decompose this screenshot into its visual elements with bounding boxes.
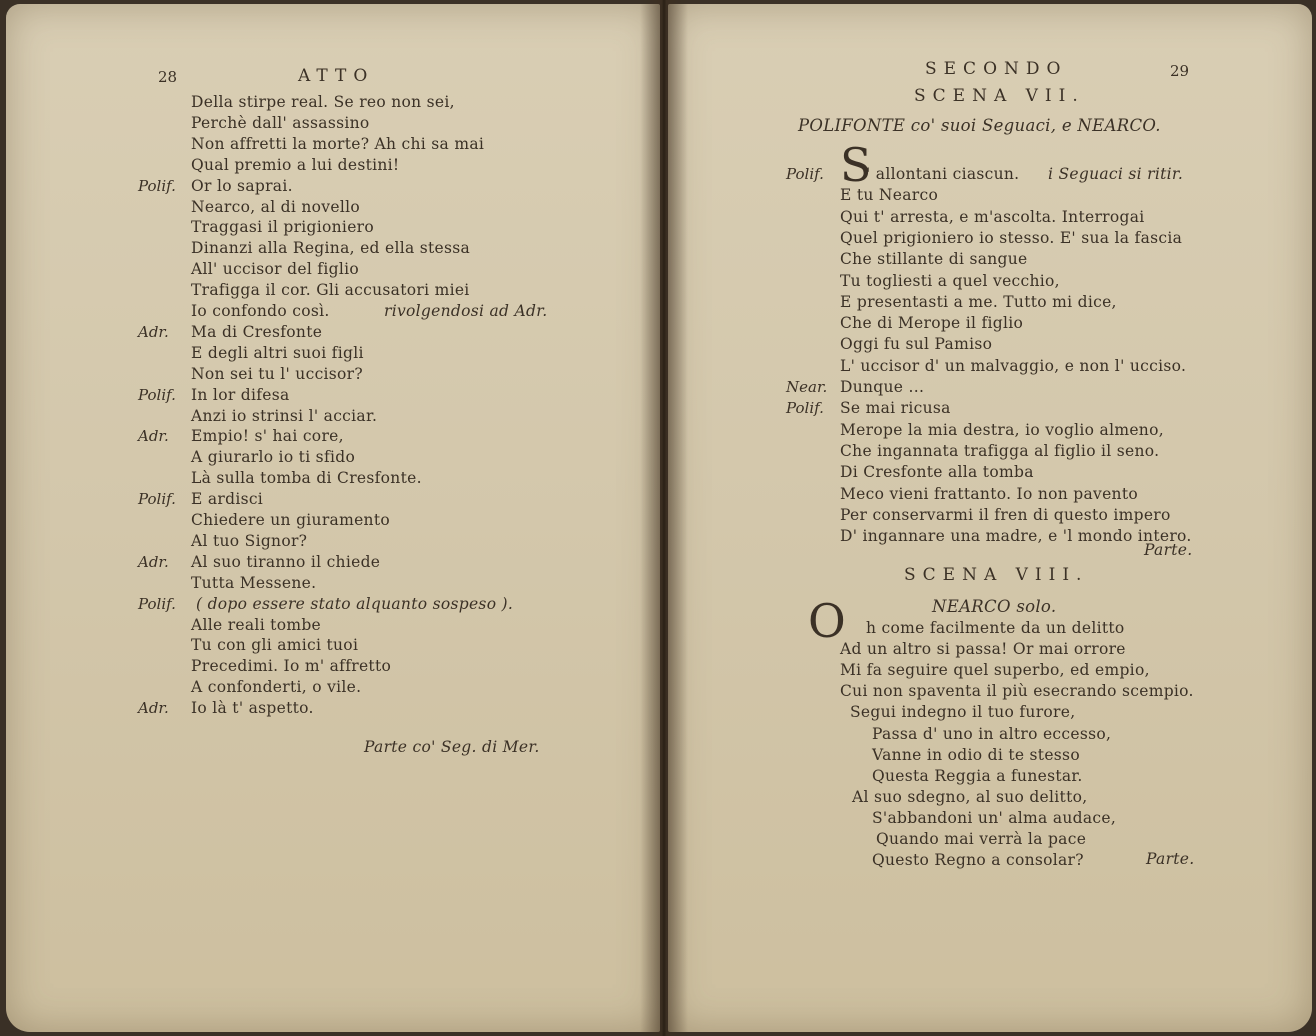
speaker-label: Adr. — [138, 699, 169, 717]
verse-line: Io là t' aspetto. — [191, 699, 314, 717]
verse-line: Al tuo Signor? — [191, 532, 308, 550]
right-running-head: SECONDO — [925, 59, 1068, 79]
speaker-label: Polif. — [138, 386, 176, 404]
verse-line: Che di Merope il figlio — [840, 314, 1024, 332]
verse-line: Questa Reggia a funestar. — [872, 767, 1083, 785]
verse-line: Tu togliesti a quel vecchio, — [840, 272, 1060, 290]
speaker-label: Polif. — [786, 399, 824, 417]
verse-line: Ad un altro si passa! Or mai orrore — [840, 640, 1126, 658]
verse-line: Nearco, al di novello — [191, 198, 360, 216]
verse-line: Ma di Cresfonte — [191, 323, 323, 341]
verse-line: A giurarlo io ti sfido — [191, 448, 356, 466]
speaker-label: Polif. — [138, 177, 176, 195]
speaker-label: Adr. — [138, 553, 169, 571]
scene-viii-exit: Parte. — [1146, 850, 1195, 868]
verse-line: Qual premio a lui destini! — [191, 156, 400, 174]
verse-line: Quel prigioniero io stesso. E' sua la fascia — [840, 229, 1183, 247]
verse-line: Passa d' uno in altro eccesso, — [872, 725, 1112, 743]
scene-viii-dropcap: O — [808, 594, 846, 648]
stage-direction: ( dopo essere stato alquanto sospeso ). — [196, 595, 514, 613]
verse-line: A confonderti, o vile. — [191, 678, 362, 696]
scene-vii-dropcap: S — [840, 138, 872, 192]
verse-line: Anzi io strinsi l' acciar. — [191, 407, 378, 425]
verse-line: Che stillante di sangue — [840, 250, 1028, 268]
stage-direction: rivolgendosi ad Adr. — [384, 302, 548, 320]
verse-line: Meco vieni frattanto. Io non pavento — [840, 485, 1138, 503]
verse-line: Questo Regno a consolar? — [872, 851, 1084, 869]
left-exit-direction: Parte co' Seg. di Mer. — [364, 738, 540, 756]
speaker-label: Polif. — [138, 595, 176, 613]
right-page-number: 29 — [1170, 62, 1190, 80]
verse-line: Non affretti la morte? Ah chi sa mai — [191, 135, 485, 153]
verse-line: Segui indegno il tuo furore, — [850, 703, 1076, 721]
verse-line: D' ingannare una madre, e 'l mondo intero. — [840, 527, 1192, 545]
verse-line: Per conservarmi il fren di questo impero — [840, 506, 1171, 524]
stage-direction: i Seguaci si ritir. — [1048, 165, 1184, 183]
verse-line: Precedimi. Io m' affretto — [191, 657, 392, 675]
left-running-head: ATTO — [298, 66, 375, 86]
scene-vii-title: SCENA VII. — [914, 86, 1085, 106]
verse-line: Non sei tu l' uccisor? — [191, 365, 364, 383]
verse-line: Mi fa seguire quel superbo, ed empio, — [840, 661, 1150, 679]
left-page-number: 28 — [158, 68, 178, 86]
verse-line: Al suo sdegno, al suo delitto, — [852, 788, 1088, 806]
verse-line: Chiedere un giuramento — [191, 511, 390, 529]
verse-line: Di Cresfonte alla tomba — [840, 463, 1034, 481]
verse-line: S'abbandoni un' alma audace, — [872, 809, 1117, 827]
speaker-label: Adr. — [138, 323, 169, 341]
scene-viii-title: SCENA VIII. — [904, 565, 1089, 585]
verse-line: Là sulla tomba di Cresfonte. — [191, 469, 422, 487]
verse-line: Qui t' arresta, e m'ascolta. Interrogai — [840, 208, 1145, 226]
verse-line: Della stirpe real. Se reo non sei, — [191, 93, 455, 111]
scene-vii-exit: Parte. — [1144, 541, 1193, 559]
verse-line: E tu Nearco — [840, 186, 939, 204]
scene-viii-persons: NEARCO solo. — [932, 597, 1057, 616]
verse-line: Dunque ... — [840, 378, 925, 396]
verse-line: Trafigga il cor. Gli accusatori miei — [191, 281, 470, 299]
verse-line: Merope la mia destra, io voglio almeno, — [840, 421, 1164, 439]
verse-line: Tutta Messene. — [191, 574, 317, 592]
verse-line: Che ingannata trafigga al figlio il seno. — [840, 442, 1160, 460]
verse-line: h come facilmente da un delitto — [866, 619, 1125, 637]
verse-line: L' uccisor d' un malvaggio, e non l' ucciso. — [840, 357, 1187, 375]
verse-line: Dinanzi alla Regina, ed ella stessa — [191, 239, 471, 257]
speaker-label: Adr. — [138, 427, 169, 445]
verse-line: Traggasi il prigioniero — [191, 218, 375, 236]
verse-line: Vanne in odio di te stesso — [872, 746, 1080, 764]
verse-line: E degli altri suoi figli — [191, 344, 364, 362]
verse-line: Alle reali tombe — [191, 616, 322, 634]
verse-line: Se mai ricusa — [840, 399, 951, 417]
speaker-label: Polif. — [138, 490, 176, 508]
verse-line: Quando mai verrà la pace — [876, 830, 1087, 848]
verse-line: ' allontani ciascun. — [866, 165, 1020, 183]
verse-line: Tu con gli amici tuoi — [191, 636, 359, 654]
scene-vii-persons: POLIFONTE co' suoi Seguaci, e NEARCO. — [798, 116, 1161, 135]
verse-line: Al suo tiranno il chiede — [191, 553, 381, 571]
verse-line: Oggi fu sul Pamiso — [840, 335, 993, 353]
verse-line: Perchè dall' assassino — [191, 114, 370, 132]
verse-line: Or lo saprai. — [191, 177, 293, 195]
verse-line: All' uccisor del figlio — [191, 260, 359, 278]
verse-line: Io confondo così. — [191, 302, 330, 320]
speaker-label: Near. — [786, 378, 828, 396]
verse-line: E presentasti a me. Tutto mi dice, — [840, 293, 1117, 311]
verse-line: In lor difesa — [191, 386, 290, 404]
verse-line: Empio! s' hai core, — [191, 427, 344, 445]
verse-line: Cui non spaventa il più esecrando scempio. — [840, 682, 1194, 700]
verse-line: E ardisci — [191, 490, 264, 508]
book-gutter — [640, 0, 688, 1036]
speaker-label: Polif. — [786, 165, 824, 183]
